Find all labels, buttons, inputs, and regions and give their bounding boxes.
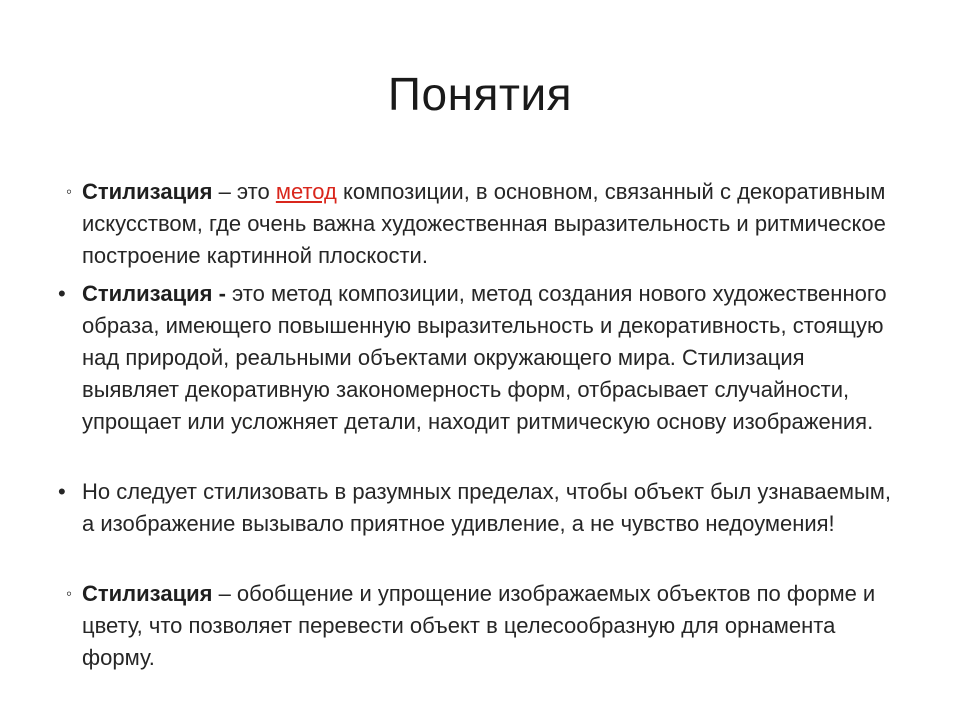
circle-bullet-icon: ◦ <box>66 584 73 603</box>
method-link[interactable]: метод <box>275 179 337 204</box>
item-text <box>66 176 896 272</box>
list-item <box>58 278 896 438</box>
item-text-rest: это метод композиции, метод создания нового художественного образа, имеющего повышенную выразительность и декоративность, стоящую над природой, реальными объектами окружающего мира. Стилизация выявляет декоративную закономерность форм, отбрасывает случайности, упрощает или усложняет детали, находит ритмическую основу изображения. <box>82 281 887 434</box>
circle-bullet-icon: ◦ <box>66 182 73 201</box>
term-bold: Стилизация <box>82 179 213 204</box>
item-text-pre: – это <box>212 179 276 204</box>
list-item <box>66 176 896 272</box>
item-text <box>66 578 896 674</box>
item-text <box>58 278 896 438</box>
list-item <box>58 476 896 540</box>
item-text-rest: – обобщение и упрощение изображаемых объектов по форме и цвету, что позволяет перевести объект в целесообразную для орнамента форму. <box>82 581 876 670</box>
item-text-rest: композиции, в основном, связанный с декоративным искусством, где очень важна художественная выразительность и ритмическое построение картинной плоскости. <box>82 179 886 268</box>
dot-bullet-icon: • <box>58 281 66 306</box>
term-bold: Стилизация - <box>82 281 226 306</box>
dot-bullet-icon: • <box>58 479 66 504</box>
list-item <box>66 578 896 674</box>
item-text-rest: Но следует стилизовать в разумных пределах, чтобы объект был узнаваемым, а изображение вызывало приятное удивление, а не чувство недоумения! <box>82 479 891 536</box>
item-text <box>58 476 896 540</box>
term-bold: Стилизация <box>82 581 213 606</box>
slide-title: Понятия <box>387 68 573 120</box>
